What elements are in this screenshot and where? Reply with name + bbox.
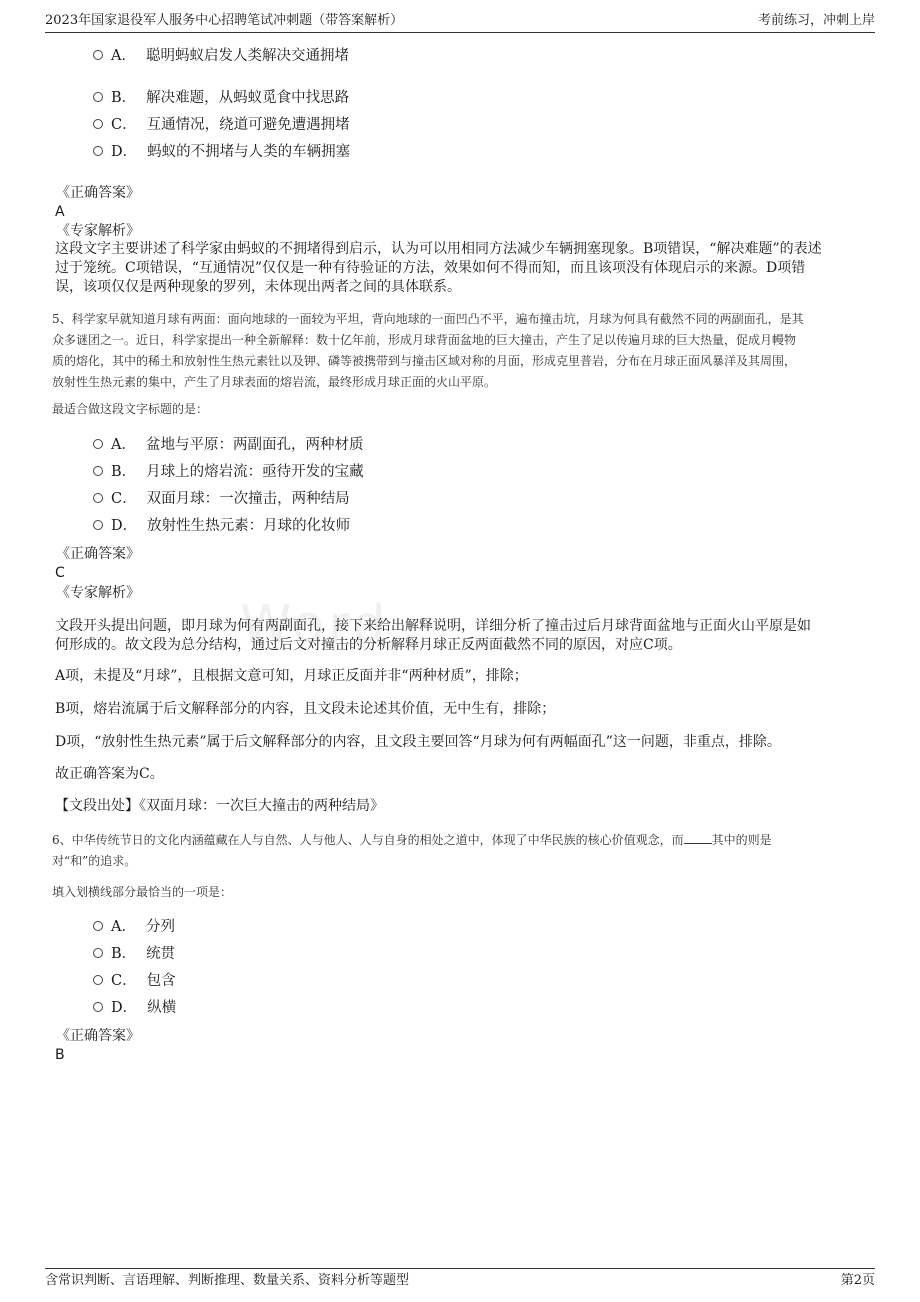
q6-prompt: 填入划横线部分最恰当的一项是：	[52, 885, 233, 899]
q5-option-d[interactable]: D． 放射性生热元素：月球的化妆师	[93, 516, 350, 536]
fill-blank	[684, 831, 712, 844]
radio-icon[interactable]	[93, 520, 103, 530]
q5-option-b[interactable]: B． 月球上的熔岩流：亟待开发的宝藏	[93, 462, 364, 482]
radio-icon[interactable]	[93, 466, 103, 476]
q4-analysis: 这段文字主要讲述了科学家由蚂蚁的不拥堵得到启示，认为可以用相同方法减少车辆拥塞现象。B项错误，“解决难题”的表述 过于笼统。C项错误，“互通情况”仅仅是一种有待验证的方法，效果如何不得而知，而且该项没有体现启示的来源。D项错 误，该项仅仅是两种现象的罗列，未体现出两者之间的具体联系。	[55, 241, 822, 295]
header-slogan: 考前练习，冲刺上岸	[757, 13, 875, 28]
q4-answer: A	[55, 204, 65, 220]
radio-icon[interactable]	[93, 50, 103, 60]
footer-topics: 含常识判断、言语理解、判断推理、数量关系、资料分析等题型	[45, 1273, 410, 1288]
q5-analysis: 文段开头提出问题，即月球为何有两副面孔，接下来给出解释说明，详细分析了撞击过后月球背面盆地与正面火山平原是如 何形成的。故文段为总分结构，通过后文对撞击的分析解释月球正反两面截然不同的原因，对应C项。	[55, 618, 811, 653]
page-number: 第2页	[840, 1273, 875, 1288]
q6-answer-label: 《正确答案》	[56, 1028, 140, 1044]
q5-analysis-label: 《专家解析》	[56, 585, 140, 601]
q5-stem: 5、科学家早就知道月球有两面：面向地球的一面较为平坦，背向地球的一面凹凸不平，遍布撞击坑，月球为何具有截然不同的两副面孔，是其 众多谜团之一。近日，科学家提出一种全新解释：数十亿年前，形成月球背面盆地的巨大撞击，产生了足以传遍月球的巨大热量，促成月幔物 质的熔化，其中的稀土和放射性生热元素钍以及钾、磷等被携带到与撞击区域对称的月面，形成克里普岩，分布在月球正面风暴洋及其周围， 放射性生热元素的集中，产生了月球表面的熔岩流，最终形成月球正面的火山平原。	[52, 312, 804, 389]
radio-icon[interactable]	[93, 119, 103, 129]
radio-icon[interactable]	[93, 975, 103, 985]
q5-option-c[interactable]: C． 双面月球：一次撞击，两种结局	[93, 489, 350, 509]
q6-option-a[interactable]: A． 分列	[93, 917, 175, 937]
q5-answer-label: 《正确答案》	[56, 546, 140, 562]
q4-analysis-label: 《专家解析》	[56, 223, 140, 239]
q5-conclusion: 故正确答案为C。	[55, 766, 164, 782]
page-footer	[45, 1268, 875, 1288]
q4-option-b[interactable]: B． 解决难题，从蚂蚁觅食中找思路	[93, 88, 349, 108]
radio-icon[interactable]	[93, 439, 103, 449]
q6-option-d[interactable]: D． 纵横	[93, 998, 176, 1018]
q5-option-a[interactable]: A． 盆地与平原：两副面孔，两种材质	[93, 435, 363, 455]
q5-source: 【文段出处】《双面月球：一次巨大撞击的两种结局》	[55, 798, 384, 814]
q5-note-d: D项，“放射性生热元素”属于后文解释部分的内容，且文段主要回答“月球为何有两幅面孔”这一问题，非重点，排除。	[55, 734, 781, 750]
q5-answer: C	[55, 565, 65, 581]
q6-option-b[interactable]: B． 统贯	[93, 944, 175, 964]
q5-note-a: A项，未提及“月球”，且根据文意可知，月球正反面并非“两种材质”，排除；	[55, 668, 528, 684]
header-title: 2023年国家退役军人服务中心招聘笔试冲刺题（带答案解析）	[45, 13, 404, 28]
radio-icon[interactable]	[93, 493, 103, 503]
q5-note-b: B项，熔岩流属于后文解释部分的内容，且文段未论述其价值，无中生有，排除；	[55, 701, 556, 717]
watermark: Word	[240, 595, 390, 655]
radio-icon[interactable]	[93, 948, 103, 958]
radio-icon[interactable]	[93, 1002, 103, 1012]
q6-answer: B	[55, 1047, 65, 1063]
page-header	[45, 12, 875, 33]
radio-icon[interactable]	[93, 921, 103, 931]
q6-option-c[interactable]: C． 包含	[93, 971, 176, 991]
radio-icon[interactable]	[93, 92, 103, 102]
q4-option-d[interactable]: D． 蚂蚁的不拥堵与人类的车辆拥塞	[93, 142, 350, 162]
q4-option-a[interactable]: A． 聪明蚂蚁启发人类解决交通拥堵	[93, 46, 349, 66]
radio-icon[interactable]	[93, 146, 103, 156]
q6-stem: 6、中华传统节日的文化内涵蕴藏在人与自然、人与他人、人与自身的相处之道中，体现了中华民族的核心价值观念，而 其中的则是 对“和”的追求。	[52, 833, 772, 868]
q5-prompt: 最适合做这段文字标题的是：	[52, 402, 209, 416]
q4-option-c[interactable]: C． 互通情况，绕道可避免遭遇拥堵	[93, 115, 350, 135]
q4-answer-label: 《正确答案》	[56, 185, 140, 201]
